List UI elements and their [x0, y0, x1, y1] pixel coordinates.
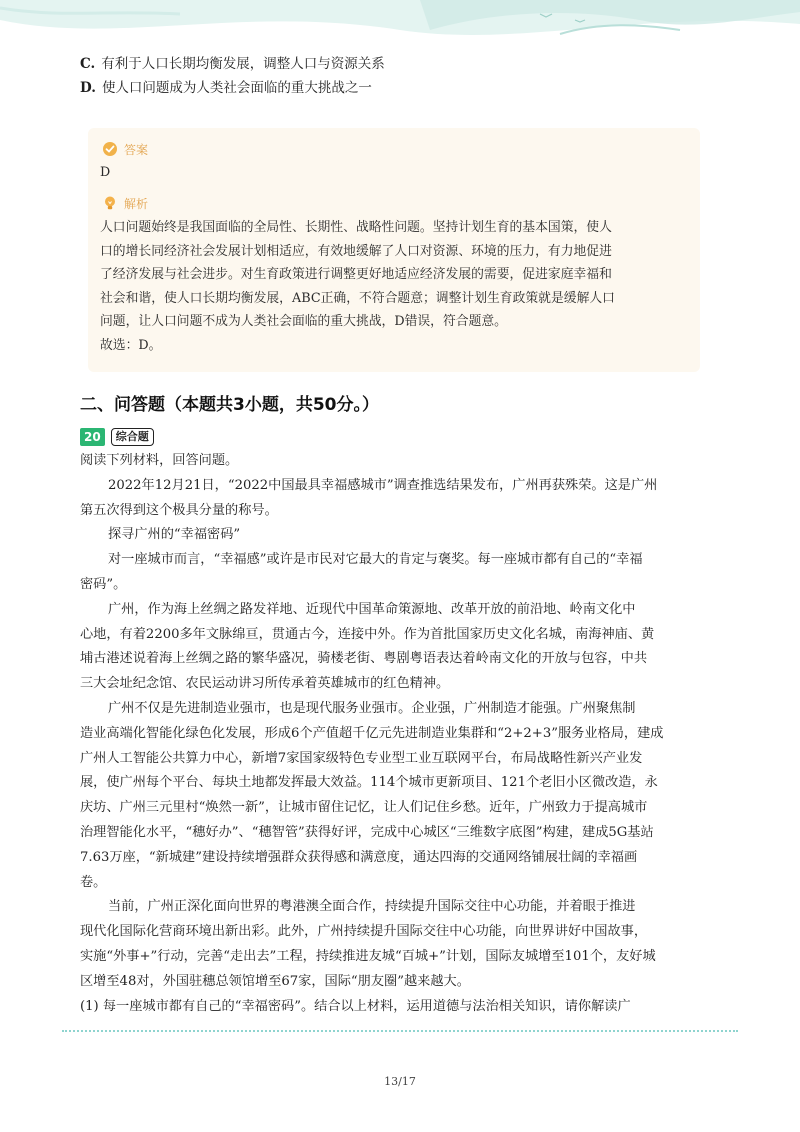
- material-line: 造业高端化智能化绿色化发展，形成6个产值超千亿元先进制造业集群和“2+2+3”服务业格局，建成: [80, 725, 664, 741]
- question-material: [80, 449, 700, 1019]
- question-number-badge: 20: [80, 428, 105, 446]
- material-line: 庆坊、广州三元里村“焕然一新”，让城市留住记忆，让人们记住乡愁。近年，广州致力于提高城市: [80, 800, 648, 816]
- question-header: [80, 428, 154, 446]
- page-number: 13/17: [384, 1075, 416, 1088]
- material-line: 区增至48对，外国驻穗总领馆增至67家，国际“朋友圈”越来越大。: [80, 973, 470, 989]
- lightbulb-icon: [102, 195, 118, 211]
- analysis-line: 社会和谐，使人口长期均衡发展，ABC正确，不符合题意；调整计划生育政策就是缓解人口: [100, 290, 615, 306]
- material-line: 心地，有着2200多年文脉绵亘，贯通古今，连接中外。作为首批国家历史文化名城，南海神庙、黄: [80, 626, 655, 642]
- material-line: 广州，作为海上丝绸之路发祥地、近现代中国革命策源地、改革开放的前沿地、岭南文化中: [108, 601, 636, 617]
- material-line: 广州不仅是先进制造业强市，也是现代服务业强市。企业强，广州制造才能强。广州聚焦制: [108, 700, 636, 716]
- material-line: 治理智能化水平，“穗好办”、“穗智管”获得好评，完成中心城区“三维数字底图”构建，建成5G基站: [80, 824, 654, 840]
- analysis-label: 解析: [124, 196, 149, 211]
- check-badge-icon: [102, 141, 118, 157]
- option-text: 有利于人口长期均衡发展，调整人口与资源关系: [101, 56, 385, 72]
- material-line: 阅读下列材料，回答问题。: [80, 453, 239, 468]
- analysis-line: 口的增长同经济社会发展计划相适应，有效地缓解了人口对资源、环境的压力，有力地促进: [100, 243, 612, 259]
- answer-analysis-box: [88, 128, 700, 372]
- answer-options: [80, 52, 720, 100]
- option-c: [80, 52, 720, 76]
- material-line: 广州人工智能公共算力中心，新增7家国家级特色专业型工业互联网平台，布局战略性新兴产业发: [80, 750, 643, 766]
- material-line: 现代化国际化营商环境出新出彩。此外，广州持续提升国际交往中心功能，向世界讲好中国故事，: [80, 924, 648, 940]
- analysis-line: 了经济发展与社会进步。对生育政策进行调整更好地适应经济发展的需要，促进家庭幸福和: [100, 267, 612, 282]
- analysis-tag: [102, 192, 688, 214]
- question-type-badge: 综合题: [111, 428, 154, 446]
- material-line: (1) 每一座城市都有自己的“幸福密码”。结合以上材料，运用道德与法治相关知识，请你解读广: [80, 998, 631, 1014]
- header-decoration: [0, 0, 800, 60]
- material-line: 实施“外事+”行动，完善“走出去”工程，持续推进友城“百城+”计划，国际友城增至101个，友好城: [80, 948, 656, 964]
- section-title: 二、问答题（本题共3小题，共50分。）: [80, 395, 379, 415]
- analysis-text: [100, 216, 688, 357]
- material-line: 7.63万座，“新城建”建设持续增强群众获得感和满意度，通达四海的交通网络铺展壮阔的幸福画: [80, 849, 638, 865]
- material-line: 埔古港述说着海上丝绸之路的繁华盛况，骑楼老街、粤剧粤语表达着岭南文化的开放与包容，中共: [80, 651, 648, 667]
- answer-value: D: [100, 165, 111, 180]
- material-line: 三大会址纪念馆、农民运动讲习所传承着英雄城市的红色精神。: [80, 676, 450, 692]
- option-letter: D.: [80, 80, 96, 96]
- answer-tag: [102, 138, 688, 160]
- material-line: 探寻广州的“幸福密码”: [108, 527, 241, 543]
- footer-divider: [62, 1030, 738, 1032]
- material-line: 卷。: [80, 874, 107, 890]
- material-line: 展，使广州每个平台、每块土地都发挥最大效益。114个城市更新项目、121个老旧小区微改造，永: [80, 775, 658, 791]
- analysis-line: 人口问题始终是我国面临的全局性、长期性、战略性问题。坚持计划生育的基本国策，使人: [100, 220, 612, 235]
- answer-label: 答案: [124, 142, 149, 157]
- option-d: [80, 76, 720, 100]
- material-line: 当前，广州正深化面向世界的粤港澳全面合作，持续提升国际交往中心功能，并着眼于推进: [108, 899, 636, 915]
- option-text: 使人口问题成为人类社会面临的重大挑战之一: [101, 80, 372, 96]
- material-line: 对一座城市而言，“幸福感”或许是市民对它最大的肯定与褒奖。每一座城市都有自己的“幸福: [108, 552, 643, 568]
- material-line: 2022年12月21日，“2022中国最具幸福感城市”调查推选结果发布，广州再获殊荣。这是广州: [108, 477, 658, 493]
- analysis-line: 问题，让人口问题不成为人类社会面临的重大挑战，D错误，符合题意。: [100, 314, 507, 329]
- analysis-line: 故选：D。: [100, 337, 162, 353]
- option-letter: C.: [80, 56, 96, 72]
- material-line: 第五次得到这个极具分量的称号。: [80, 502, 278, 518]
- material-line: 密码”。: [80, 576, 127, 592]
